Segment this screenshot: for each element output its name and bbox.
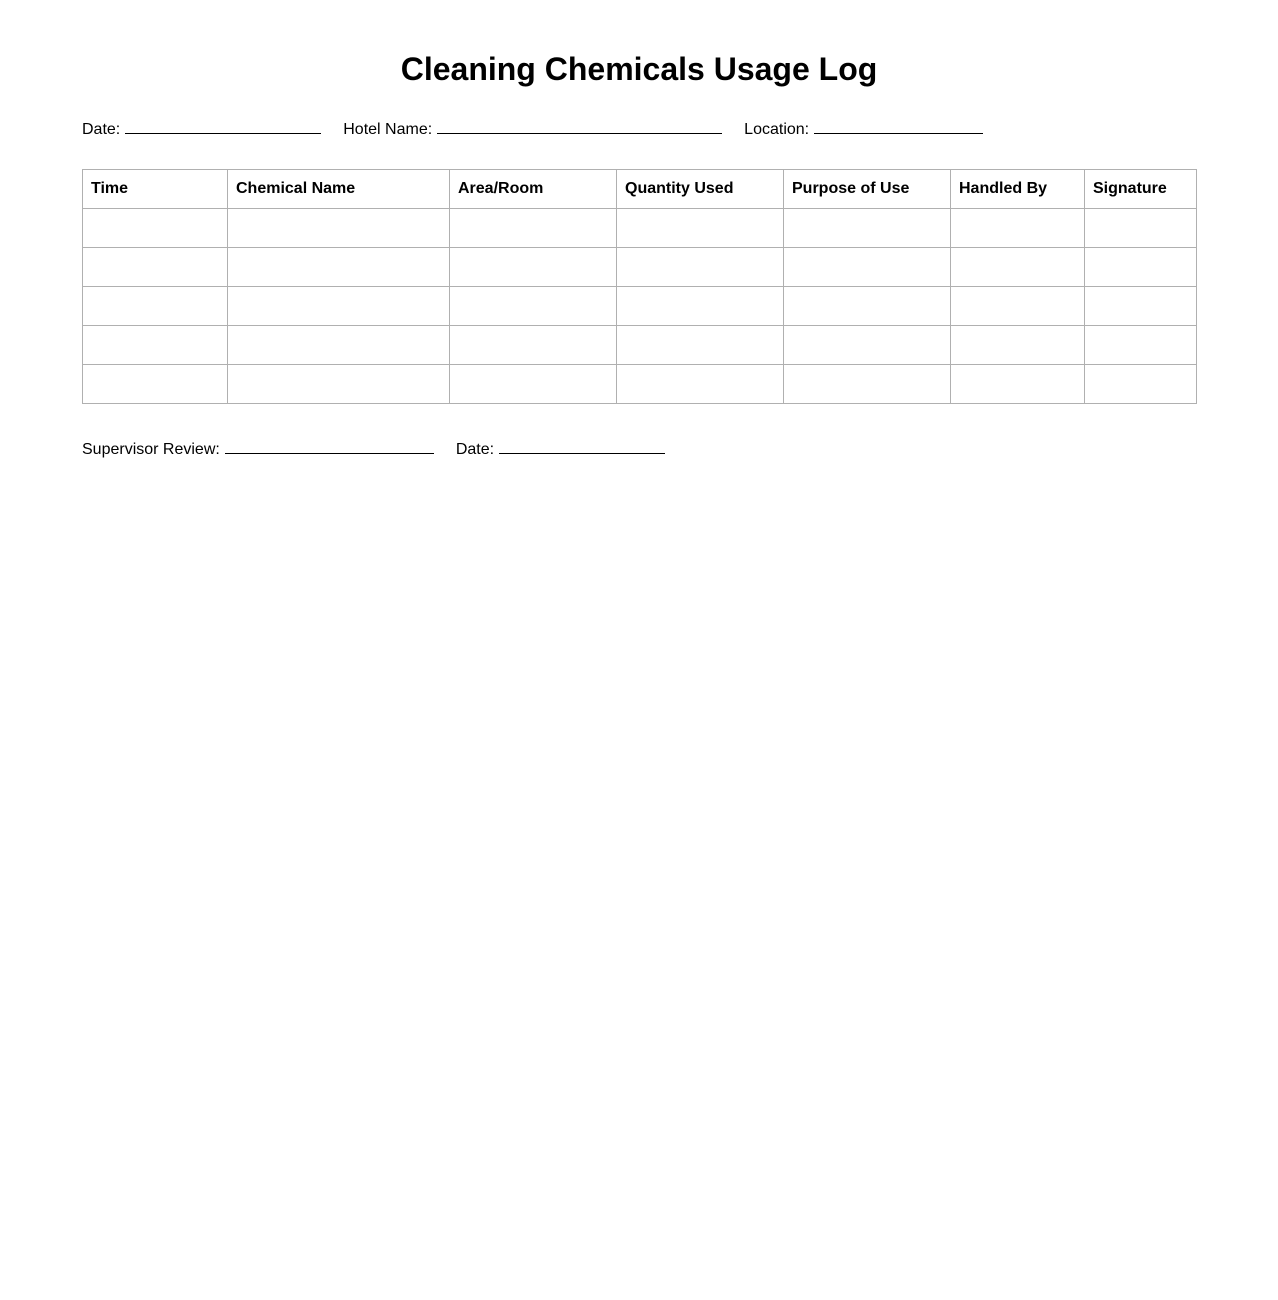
cell-quantity-used[interactable] bbox=[617, 365, 784, 404]
cell-chemical-name[interactable] bbox=[228, 209, 450, 248]
cell-chemical-name[interactable] bbox=[228, 248, 450, 287]
footer-fields bbox=[82, 439, 665, 460]
cell-handled-by[interactable] bbox=[951, 365, 1085, 404]
supervisor-review-label: Supervisor Review: bbox=[82, 441, 220, 458]
table-row bbox=[83, 365, 1197, 404]
cell-time[interactable] bbox=[83, 248, 228, 287]
cell-signature[interactable] bbox=[1085, 209, 1197, 248]
header-fields bbox=[82, 119, 983, 140]
cell-handled-by[interactable] bbox=[951, 326, 1085, 365]
cell-handled-by[interactable] bbox=[951, 287, 1085, 326]
hotel-name-label: Hotel Name: bbox=[343, 121, 433, 138]
cell-time[interactable] bbox=[83, 287, 228, 326]
hotel-name-field bbox=[343, 119, 722, 140]
cell-signature[interactable] bbox=[1085, 326, 1197, 365]
cell-purpose-of-use[interactable] bbox=[784, 209, 951, 248]
cell-chemical-name[interactable] bbox=[228, 326, 450, 365]
column-header-handled-by: Handled By bbox=[951, 170, 1085, 209]
cell-chemical-name[interactable] bbox=[228, 365, 450, 404]
table-row bbox=[83, 287, 1197, 326]
table-body bbox=[83, 209, 1197, 404]
cell-quantity-used[interactable] bbox=[617, 248, 784, 287]
column-header-chemical-name: Chemical Name bbox=[228, 170, 450, 209]
table-row bbox=[83, 248, 1197, 287]
cell-quantity-used[interactable] bbox=[617, 287, 784, 326]
column-header-quantity-used: Quantity Used bbox=[617, 170, 784, 209]
table-row bbox=[83, 326, 1197, 365]
hotel-name-blank-line[interactable] bbox=[437, 119, 722, 134]
column-header-area-room: Area/Room bbox=[450, 170, 617, 209]
cell-signature[interactable] bbox=[1085, 365, 1197, 404]
cell-time[interactable] bbox=[83, 209, 228, 248]
table-header-row bbox=[83, 170, 1197, 209]
review-date-label: Date: bbox=[455, 441, 495, 458]
cell-signature[interactable] bbox=[1085, 248, 1197, 287]
review-date-blank-line[interactable] bbox=[499, 439, 665, 454]
usage-log-table bbox=[82, 169, 1197, 404]
table-row bbox=[83, 209, 1197, 248]
cell-signature[interactable] bbox=[1085, 287, 1197, 326]
location-label: Location: bbox=[744, 121, 810, 138]
cell-area-room[interactable] bbox=[450, 365, 617, 404]
location-field bbox=[744, 119, 983, 140]
location-blank-line[interactable] bbox=[814, 119, 983, 134]
cell-area-room[interactable] bbox=[450, 248, 617, 287]
cell-purpose-of-use[interactable] bbox=[784, 326, 951, 365]
cell-area-room[interactable] bbox=[450, 209, 617, 248]
cell-handled-by[interactable] bbox=[951, 209, 1085, 248]
cell-quantity-used[interactable] bbox=[617, 326, 784, 365]
column-header-purpose-of-use: Purpose of Use bbox=[784, 170, 951, 209]
cell-time[interactable] bbox=[83, 365, 228, 404]
cell-handled-by[interactable] bbox=[951, 248, 1085, 287]
column-header-signature: Signature bbox=[1085, 170, 1197, 209]
column-header-time: Time bbox=[83, 170, 228, 209]
cell-purpose-of-use[interactable] bbox=[784, 365, 951, 404]
supervisor-review-field bbox=[82, 439, 434, 460]
date-blank-line[interactable] bbox=[125, 119, 321, 134]
cell-area-room[interactable] bbox=[450, 326, 617, 365]
date-field bbox=[82, 119, 321, 140]
supervisor-review-blank-line[interactable] bbox=[225, 439, 434, 454]
page-title: Cleaning Chemicals Usage Log bbox=[400, 51, 878, 87]
cell-time[interactable] bbox=[83, 326, 228, 365]
cell-quantity-used[interactable] bbox=[617, 209, 784, 248]
cell-purpose-of-use[interactable] bbox=[784, 248, 951, 287]
date-label: Date: bbox=[82, 121, 121, 138]
review-date-field bbox=[456, 439, 665, 460]
cell-purpose-of-use[interactable] bbox=[784, 287, 951, 326]
cell-area-room[interactable] bbox=[450, 287, 617, 326]
cell-chemical-name[interactable] bbox=[228, 287, 450, 326]
